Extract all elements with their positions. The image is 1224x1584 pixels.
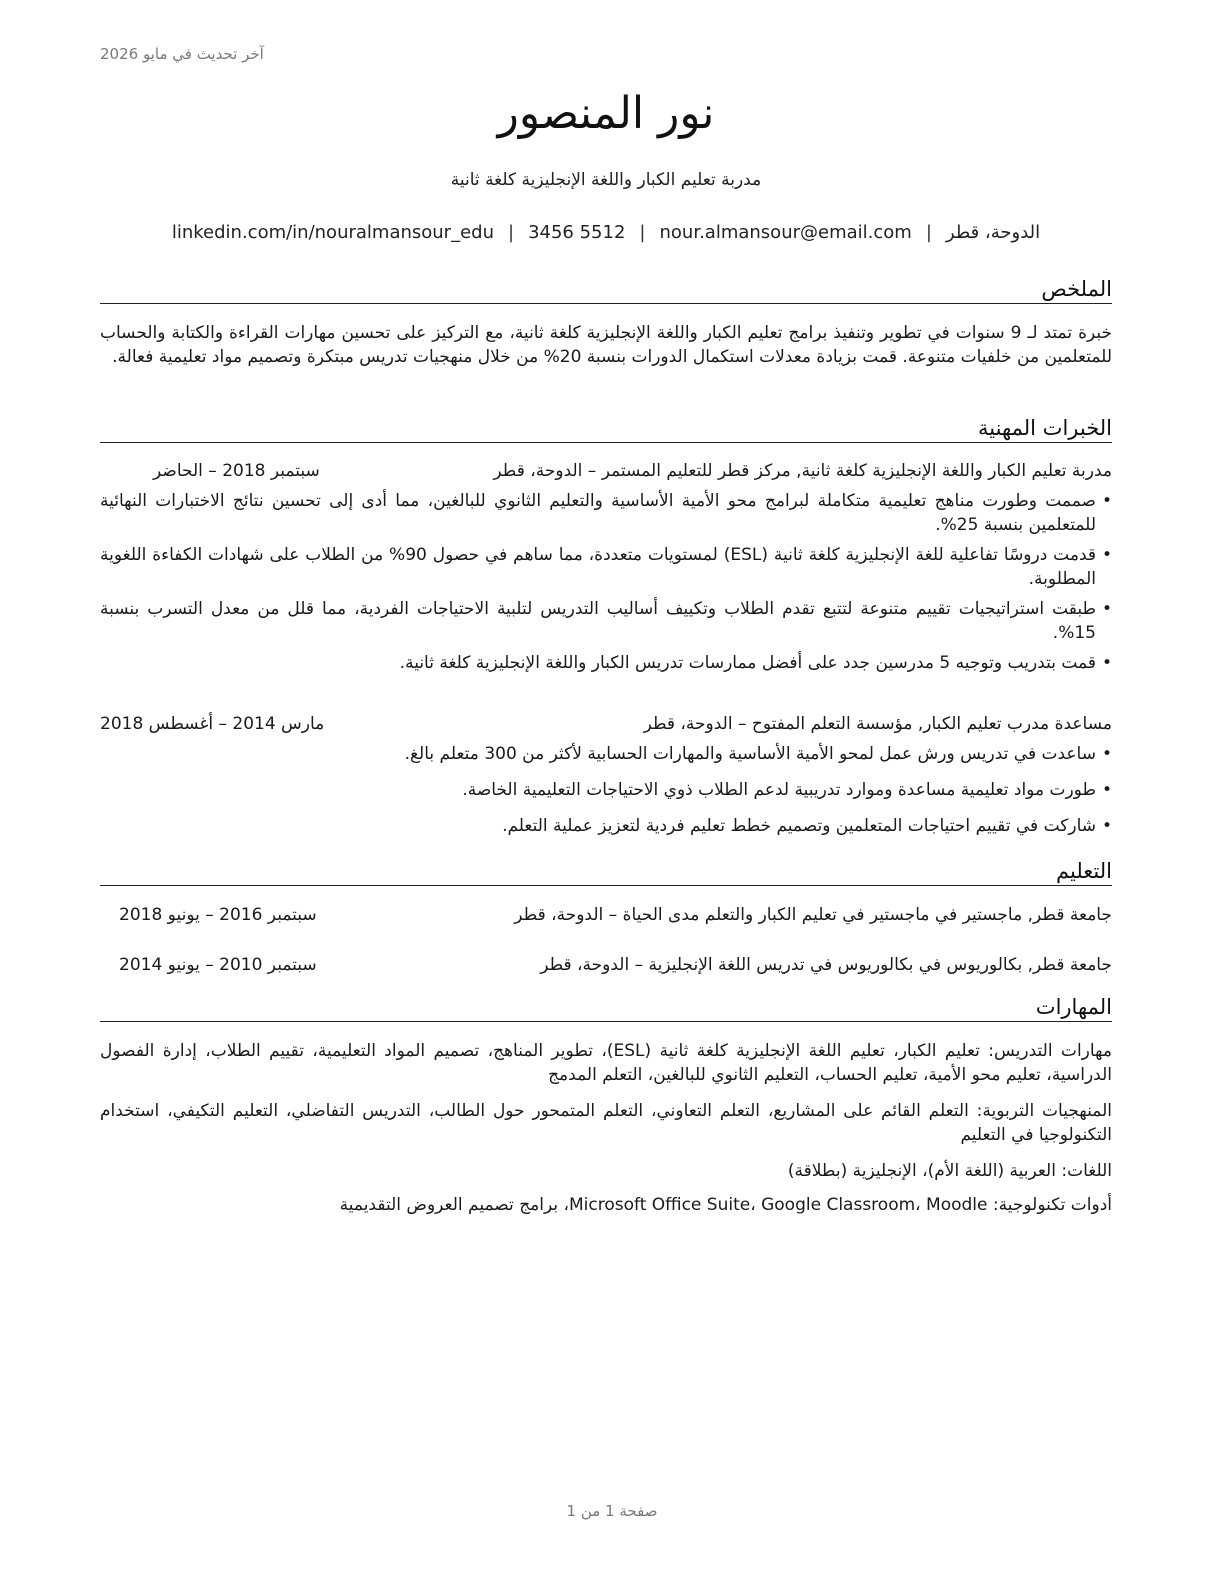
education-location: – الدوحة، قطر	[540, 955, 649, 975]
section-title-skills: المهارات	[100, 994, 1112, 1022]
summary-text: خبرة تمتد لـ 9 سنوات في تطوير وتنفيذ برامج تعليم الكبار واللغة الإنجليزية كلغة ثانية، مع التركيز على تحسين مهارات القراءة والكتابة والحساب للمتعلمين من خلفيات متنوعة. قمت بزيادة معدلات استكمال الدورات بنسبة 20% من خلال منهجيات تدريس مبتكرة وتصميم مواد تعليمية فعالة.	[100, 323, 1112, 367]
list-item: • قدمت دروسًا تفاعلية للغة الإنجليزية كلغة ثانية (ESL) لمستويات متعددة، مما ساهم في حصول 90% من الطلاب على شهادات الكفاءة اللغوية المطلوبة.	[100, 543, 1112, 591]
education-item	[100, 953, 1112, 977]
job-dates: مارس 2014 – أغسطس 2018	[100, 714, 325, 734]
list-item: • طبقت استراتيجيات تقييم متنوعة لتتبع تقدم الطلاب وتكييف أساليب التدريس لتلبية الاحتياجات الفردية، مما قلل من معدل التسرب بنسبة 15%.	[100, 597, 1112, 645]
section-title-education: التعليم	[100, 858, 1112, 886]
skills-languages: اللغات: العربية (اللغة الأم)، الإنجليزية (بطلاقة)	[787, 1161, 1112, 1181]
job-title: مدربة تعليم الكبار واللغة الإنجليزية كلغة ثانية, مركز قطر للتعليم المستمر – الدوحة، قطر	[493, 461, 1112, 481]
list-item: • شاركت في تقييم احتياجات المتعلمين وتصميم خطط تعليم فردية لتعزيز عملية التعلم.	[100, 814, 1112, 838]
skills-tools: أدوات تكنولوجية: Microsoft Office Suite، Google Classroom، Moodle، برامج تصميم العروض التقديمية	[339, 1195, 1112, 1215]
education-degree: جامعة قطر, ماجستير في ماجستير في تعليم الكبار والتعلم مدى الحياة – الدوحة، قطر	[514, 905, 1112, 925]
education-degree: جامعة قطر, بكالوريوس في بكالوريوس في تدريس اللغة الإنجليزية – الدوحة، قطر	[540, 955, 1112, 975]
education-dates: سبتمبر 2010 – يونيو 2014	[119, 955, 317, 975]
contact-line	[100, 222, 1112, 243]
page-number: صفحة 1 من 1	[566, 1502, 658, 1520]
contact-separator: |	[508, 222, 515, 243]
contact-phone: 3456 5512	[528, 222, 626, 243]
education-item	[100, 903, 1112, 927]
skills-teaching: مهارات التدريس: تعليم الكبار، تعليم اللغة الإنجليزية كلغة ثانية (ESL)، تطوير المناهج، تصميم المواد التعليمية، تقييم الطلاب، إدارة الفصول الدراسية، تعليم محو الأمية، تعليم الحساب، التعليم الثانوي للبالغين، التعلم المدمج	[100, 1041, 1112, 1085]
contact-separator: |	[925, 222, 932, 243]
list-item: • صممت وطورت مناهج تعليمية متكاملة لبرامج محو الأمية الأساسية والتعليم الثانوي للبالغين، مما أدى إلى تحسين نتائج الاختبارات النهائية للمتعلمين بنسبة 25%.	[100, 489, 1112, 537]
skills-pedagogy: المنهجيات التربوية: التعلم القائم على المشاريع، التعلم التعاوني، التعلم المتمحور حول الطالب، التدريس التفاضلي، التعليم التكيفي، استخدام التكنولوجيا في التعليم	[100, 1101, 1112, 1145]
job-location: – الدوحة، قطر	[643, 714, 752, 734]
contact-email[interactable]: nour.almansour@email.com	[659, 222, 912, 243]
candidate-title: مدربة تعليم الكبار واللغة الإنجليزية كلغة ثانية	[450, 170, 762, 190]
section-title-experience: الخبرات المهنية	[100, 415, 1112, 443]
job-dates: سبتمبر 2018 – الحاضر	[153, 461, 320, 481]
contact-separator: |	[639, 222, 646, 243]
job-bullets	[100, 742, 1112, 838]
education-location: – الدوحة، قطر	[514, 905, 623, 925]
job-header	[100, 459, 1112, 483]
list-item: • ساعدت في تدريس ورش عمل لمحو الأمية الأساسية والمهارات الحسابية لأكثر من 300 متعلم بالغ.	[100, 742, 1112, 766]
candidate-name: نور المنصور	[497, 88, 715, 139]
list-item: • قمت بتدريب وتوجيه 5 مدرسين جدد على أفضل ممارسات تدريس الكبار واللغة الإنجليزية كلغة ثانية.	[100, 651, 1112, 675]
contact-linkedin[interactable]: linkedin.com/in/nouralmansour_edu	[171, 222, 494, 243]
job-title: مساعدة مدرب تعليم الكبار, مؤسسة التعلم المفتوح – الدوحة، قطر	[643, 714, 1112, 734]
education-dates: سبتمبر 2016 – يونيو 2018	[119, 905, 317, 925]
contact-location: الدوحة، قطر	[945, 222, 1041, 243]
section-title-summary: الملخص	[100, 276, 1112, 304]
job-location: – الدوحة، قطر	[493, 461, 602, 481]
job-header	[100, 712, 1112, 736]
job-bullets	[100, 489, 1112, 675]
last-updated: آخر تحديث في مايو 2026	[100, 45, 264, 63]
list-item: • طورت مواد تعليمية مساعدة وموارد تدريبية لدعم الطلاب ذوي الاحتياجات التعليمية الخاصة.	[100, 778, 1112, 802]
